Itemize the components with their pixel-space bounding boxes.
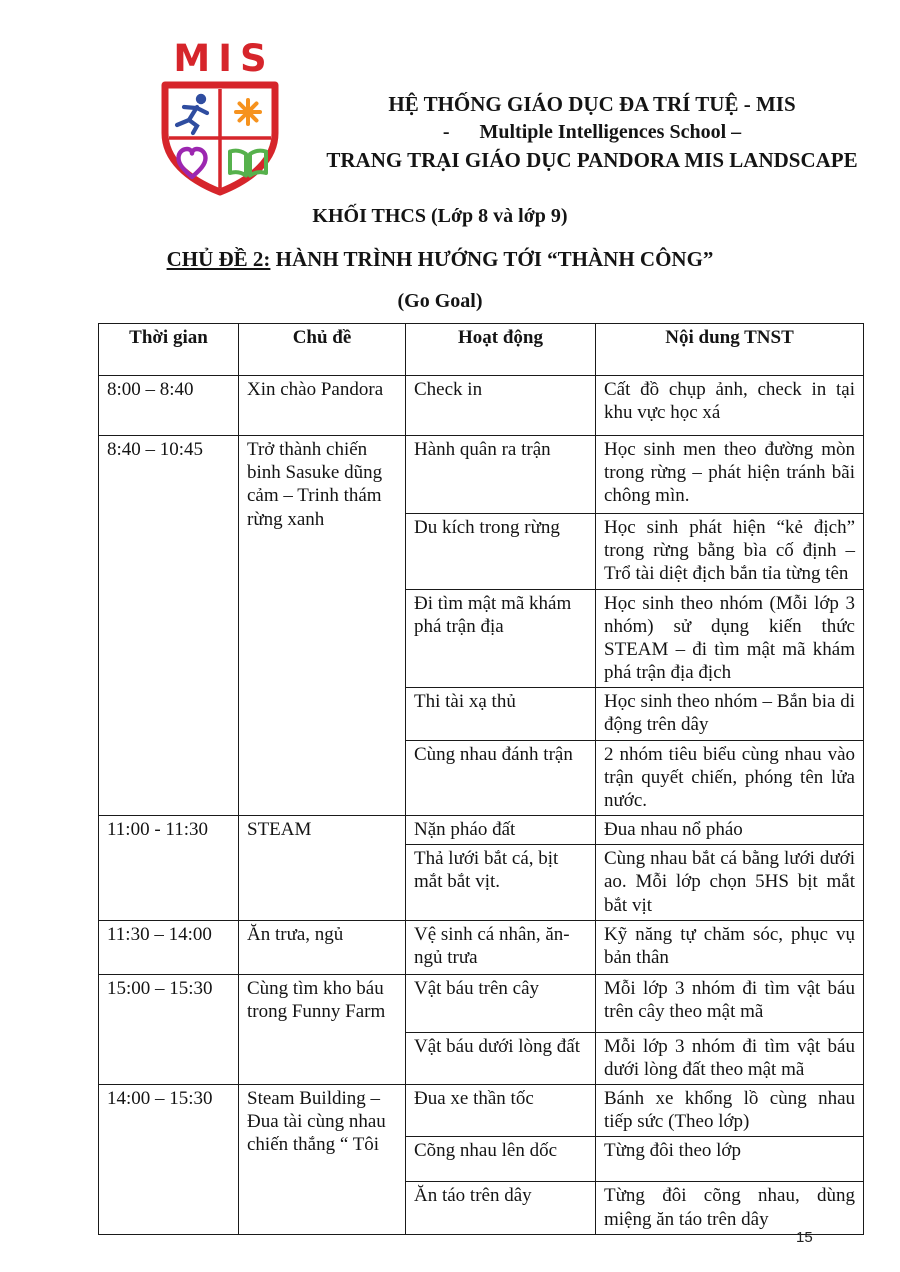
content-cell: Mỗi lớp 3 nhóm đi tìm vật báu trên cây theo mật mã bbox=[596, 974, 864, 1032]
activity-cell: Đua xe thần tốc bbox=[406, 1085, 596, 1137]
activity-cell: Ăn táo trên dây bbox=[406, 1182, 596, 1234]
program-name: TRANG TRẠI GIÁO DỤC PANDORA MIS LANDSCAPE bbox=[326, 148, 858, 172]
table-row bbox=[99, 376, 864, 436]
table-row bbox=[99, 436, 864, 514]
table-header-row bbox=[99, 324, 864, 376]
activity-cell: Thi tài xạ thủ bbox=[406, 688, 596, 740]
theme-cell: Steam Building – Đua tài cùng nhau chiến thắng “ Tôi bbox=[239, 1085, 406, 1235]
activity-cell: Nặn pháo đất bbox=[406, 816, 596, 845]
page-number: 15 bbox=[796, 1229, 813, 1246]
header-theme: Chủ đề bbox=[239, 324, 406, 376]
content-cell: Bánh xe khổng lồ cùng nhau tiếp sức (Theo lớp) bbox=[596, 1085, 864, 1137]
header-activity: Hoạt động bbox=[406, 324, 596, 376]
mis-shield-icon bbox=[150, 80, 290, 198]
content-cell: 2 nhóm tiêu biểu cùng nhau vào trận quyết chiến, phóng tên lửa nước. bbox=[596, 740, 864, 816]
activity-cell: Vệ sinh cá nhân, ăn-ngủ trưa bbox=[406, 920, 596, 974]
time-cell: 8:00 – 8:40 bbox=[99, 376, 239, 436]
activity-cell: Du kích trong rừng bbox=[406, 514, 596, 590]
content-cell: Học sinh theo nhóm – Bắn bia di động trên dây bbox=[596, 688, 864, 740]
activity-cell: Vật báu trên cây bbox=[406, 974, 596, 1032]
header-time: Thời gian bbox=[99, 324, 239, 376]
activity-cell: Đi tìm mật mã khám phá trận địa bbox=[406, 589, 596, 688]
theme-cell: STEAM bbox=[239, 816, 406, 921]
activity-cell: Vật báu dưới lòng đất bbox=[406, 1032, 596, 1084]
activity-cell: Hành quân ra trận bbox=[406, 436, 596, 514]
table-row bbox=[99, 1085, 864, 1137]
sun-icon bbox=[236, 100, 260, 124]
table-row bbox=[99, 816, 864, 845]
content-cell: Từng đôi cõng nhau, dùng miệng ăn táo trên dây bbox=[596, 1182, 864, 1234]
time-cell: 14:00 – 15:30 bbox=[99, 1085, 239, 1235]
content-cell: Học sinh phát hiện “kẻ địch” trong rừng bằng bìa cố định – Trổ tài diệt địch bắn tỉa từng tên bbox=[596, 514, 864, 590]
school-name-english: - Multiple Intelligences School – bbox=[442, 121, 742, 143]
activity-cell: Thả lưới bắt cá, bịt mắt bắt vịt. bbox=[406, 845, 596, 921]
activity-cell: Cõng nhau lên dốc bbox=[406, 1137, 596, 1182]
content-cell: Học sinh theo nhóm (Mỗi lớp 3 nhóm) sử dụng kiến thức STEAM – đi tìm mật mã khám phá trận địa địch bbox=[596, 589, 864, 688]
time-cell: 11:30 – 14:00 bbox=[99, 920, 239, 974]
header-content: Nội dung TNST bbox=[596, 324, 864, 376]
time-cell: 8:40 – 10:45 bbox=[99, 436, 239, 816]
theme-cell: Cùng tìm kho báu trong Funny Farm bbox=[239, 974, 406, 1084]
content-cell: Học sinh men theo đường mòn trong rừng – phát hiện tránh bãi chông mìn. bbox=[596, 436, 864, 514]
theme-cell: Ăn trưa, ngủ bbox=[239, 920, 406, 974]
topic-text: HÀNH TRÌNH HƯỚNG TỚI “THÀNH CÔNG” bbox=[270, 247, 714, 271]
topic-title bbox=[0, 247, 880, 272]
content-cell: Đua nhau nổ pháo bbox=[596, 816, 864, 845]
theme-cell: Xin chào Pandora bbox=[239, 376, 406, 436]
school-name: HỆ THỐNG GIÁO DỤC ĐA TRÍ TUỆ - MIS bbox=[388, 92, 796, 116]
goal-subtitle: (Go Goal) bbox=[397, 290, 483, 312]
activity-cell: Cùng nhau đánh trận bbox=[406, 740, 596, 816]
content-cell: Từng đôi theo lớp bbox=[596, 1137, 864, 1182]
content-cell: Kỹ năng tự chăm sóc, phục vụ bản thân bbox=[596, 920, 864, 974]
schedule-table bbox=[98, 323, 864, 1235]
mis-logo bbox=[150, 37, 290, 198]
logo-wordmark: MIS bbox=[173, 37, 275, 80]
time-cell: 11:00 - 11:30 bbox=[99, 816, 239, 921]
theme-cell: Trở thành chiến binh Sasuke dũng cảm – Trinh thám rừng xanh bbox=[239, 436, 406, 816]
table-row bbox=[99, 974, 864, 1032]
content-cell: Mỗi lớp 3 nhóm đi tìm vật báu dưới lòng đất theo mật mã bbox=[596, 1032, 864, 1084]
grade-title: KHỐI THCS (Lớp 8 và lớp 9) bbox=[312, 205, 568, 227]
activity-cell: Check in bbox=[406, 376, 596, 436]
content-cell: Cất đồ chụp ảnh, check in tại khu vực học xá bbox=[596, 376, 864, 436]
time-cell: 15:00 – 15:30 bbox=[99, 974, 239, 1084]
table-row bbox=[99, 920, 864, 974]
content-cell: Cùng nhau bắt cá bằng lưới dưới ao. Mỗi lớp chọn 5HS bịt mắt bắt vịt bbox=[596, 845, 864, 921]
topic-label: CHỦ ĐỀ 2: bbox=[166, 247, 271, 271]
school-header bbox=[292, 90, 892, 174]
